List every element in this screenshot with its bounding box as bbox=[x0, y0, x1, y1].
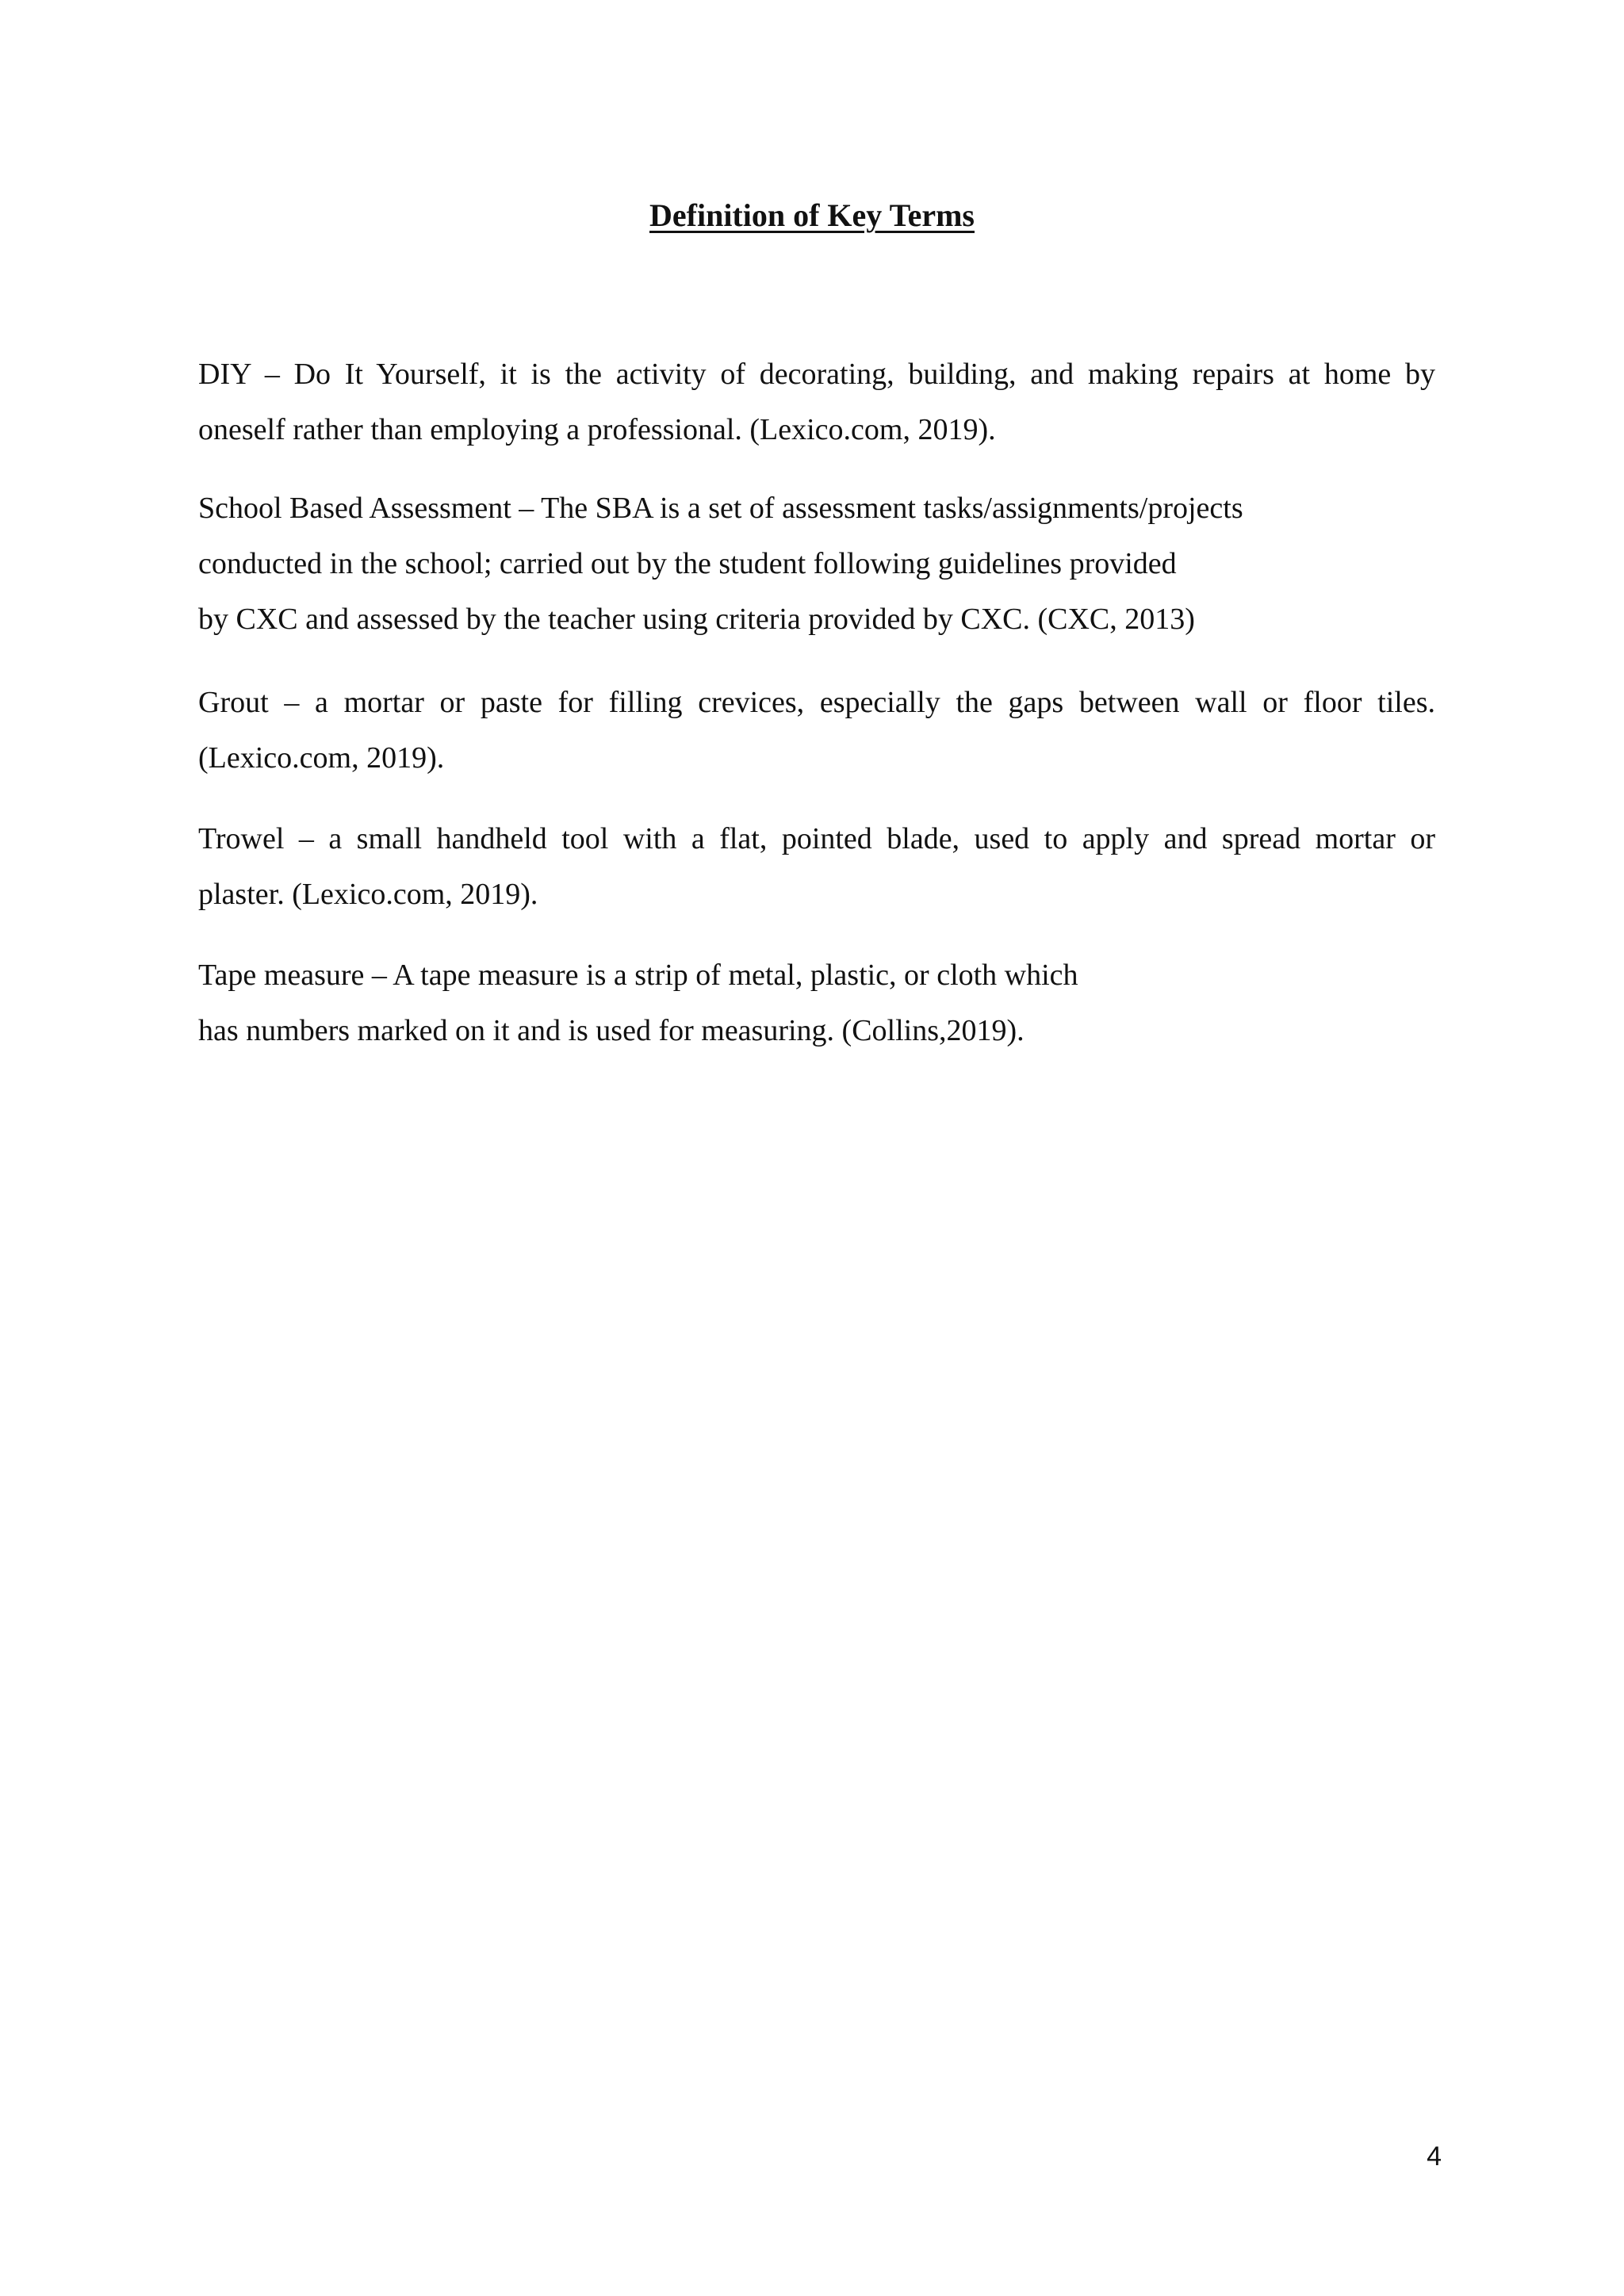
definition-line: plaster. (Lexico.com, 2019). bbox=[198, 878, 538, 911]
definition-line: DIY – Do It Yourself, it is the activity of decorating, building, and making repairs at home by bbox=[198, 358, 1435, 391]
definition-line: Trowel – a small handheld tool with a flat, pointed blade, used to apply and spread mortar or bbox=[198, 822, 1435, 855]
definition-grout bbox=[198, 675, 1435, 786]
definition-line: School Based Assessment – The SBA is a set of assessment tasks/assignments/projects bbox=[198, 492, 1243, 525]
definition-tape-measure bbox=[198, 947, 1435, 1058]
definition-trowel bbox=[198, 811, 1435, 922]
definition-line: (Lexico.com, 2019). bbox=[198, 741, 445, 775]
definition-line: has numbers marked on it and is used for measuring. (Collins,2019). bbox=[198, 1014, 1025, 1047]
definition-line: conducted in the school; carried out by the student following guidelines provided bbox=[198, 547, 1177, 580]
definition-line: by CXC and assessed by the teacher using criteria provided by CXC. (CXC, 2013) bbox=[198, 603, 1195, 636]
definition-line: Grout – a mortar or paste for filling crevices, especially the gaps between wall or floor tiles. bbox=[198, 686, 1435, 719]
definition-diy bbox=[198, 346, 1435, 457]
page-number: 4 bbox=[1427, 2141, 1442, 2172]
definition-sba bbox=[198, 480, 1435, 647]
definition-line: Tape measure – A tape measure is a strip of metal, plastic, or cloth which bbox=[198, 959, 1078, 992]
definition-line: oneself rather than employing a professional. (Lexico.com, 2019). bbox=[198, 413, 996, 446]
page-title: Definition of Key Terms bbox=[649, 197, 975, 233]
